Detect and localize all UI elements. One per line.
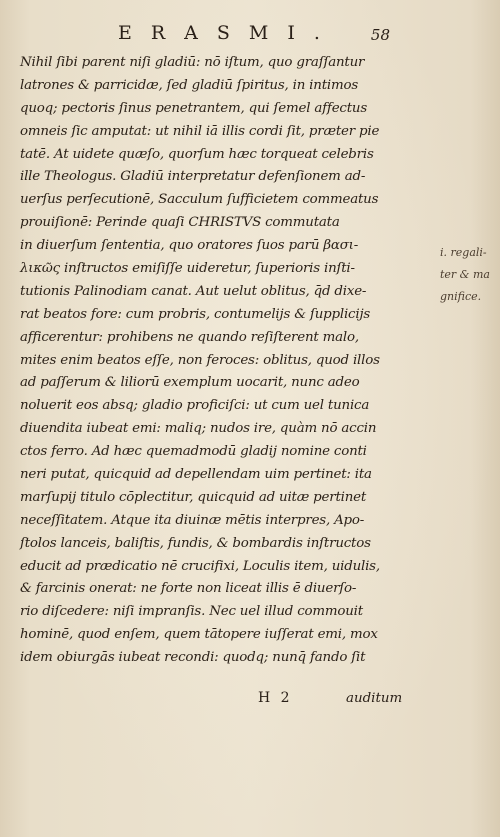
text-line: marſupij titulo cōplectitur, quicquid ad uitæ pertinet [20, 489, 367, 505]
margin-note: ter & ma [440, 268, 490, 281]
text-line: omneis ſic amputat: ut nihil iā illis cordi ſit, præter pie [20, 123, 380, 139]
margin-note: gnifice. [440, 290, 482, 303]
text-line: & farcinis onerat: ne forte non liceat illis ē diuerſo- [20, 581, 357, 597]
text-line: ad paſſerum & liliorū exemplum uocarit, nunc adeo [20, 375, 360, 391]
catchword: auditum [346, 691, 403, 706]
text-line: uerſus perſecutionē, Sacculum ſufficietem commeatus [20, 192, 379, 208]
text-line: diuendita iubeat emi: maliq; nudos ire, quàm nō accin [20, 421, 377, 437]
text-line: neceſſitatem. Atque ita diuinæ mētis interpres, Apo- [20, 512, 365, 528]
text-line: neri putat, quicquid ad depellendam uim pertinet: ita [20, 467, 372, 483]
text-line: educit ad prædicatio nē crucifixi, Loculis item, uidulis, [20, 558, 380, 574]
text-line: Nihil ſibi parent niſi gladiū: nō iſtum, quo graſſantur [20, 55, 365, 70]
text-line: ctos ferro. Ad hæc quemadmodū gladij nomine conti [20, 444, 367, 460]
text-line: latrones & parricidæ, ſed gladiū ſpiritus, in intimos [20, 77, 358, 93]
text-line: noluerit eos absq; gladio proficiſci: ut cum uel tunica [20, 398, 370, 414]
running-head: ERASMI. [118, 22, 339, 44]
text-line: prouiſionē: Perinde quaſi CHRISTVS commutata [20, 215, 340, 231]
text-line: tatē. At uidete quæſo, quorſum hæc torqueat celebris [20, 146, 374, 162]
body-text [20, 52, 462, 670]
signature-mark: H 2 [258, 690, 293, 706]
folio-number: 58 [370, 26, 390, 44]
margin-note: i. regali- [440, 246, 487, 259]
text-line: in diuerſum ſententia, quo oratores ſuos parū βασι- [20, 238, 359, 254]
text-line: rat beatos fore: cum probris, contumelijs & ſupplicijs [20, 306, 371, 322]
text-line: rio diſcedere: niſi impranſis. Nec uel illud commouit [20, 604, 363, 620]
text-line: ille Theologus. Gladiū interpretatur defenſionem ad- [20, 169, 366, 185]
text-line: afficerentur: prohibens ne quando reſiſterent malo, [20, 329, 359, 345]
page-header [0, 22, 500, 48]
text-line: tutionis Palinodiam canat. Aut uelut oblitus, q̄d dixe- [20, 283, 367, 299]
page-footer [0, 690, 500, 714]
text-line: hominē, quod enſem, quem tātopere iuſſerat emi, mox [20, 627, 378, 643]
text-line: λικῶς inſtructos emiſiſſe uideretur, ſuperioris inſti- [20, 261, 355, 277]
text-line: ſtolos lanceis, baliſtis, fundis, & bombardis inſtructos [20, 535, 371, 551]
text-line: idem obiurgās iubeat recondi: quodq; nunq̄ fando ſit [20, 650, 366, 666]
text-line: quoq; pectoris ſinus penetrantem, qui ſemel affectus [20, 100, 367, 116]
text-line: mites enim beatos eſſe, non feroces: oblitus, quod illos [20, 352, 380, 368]
